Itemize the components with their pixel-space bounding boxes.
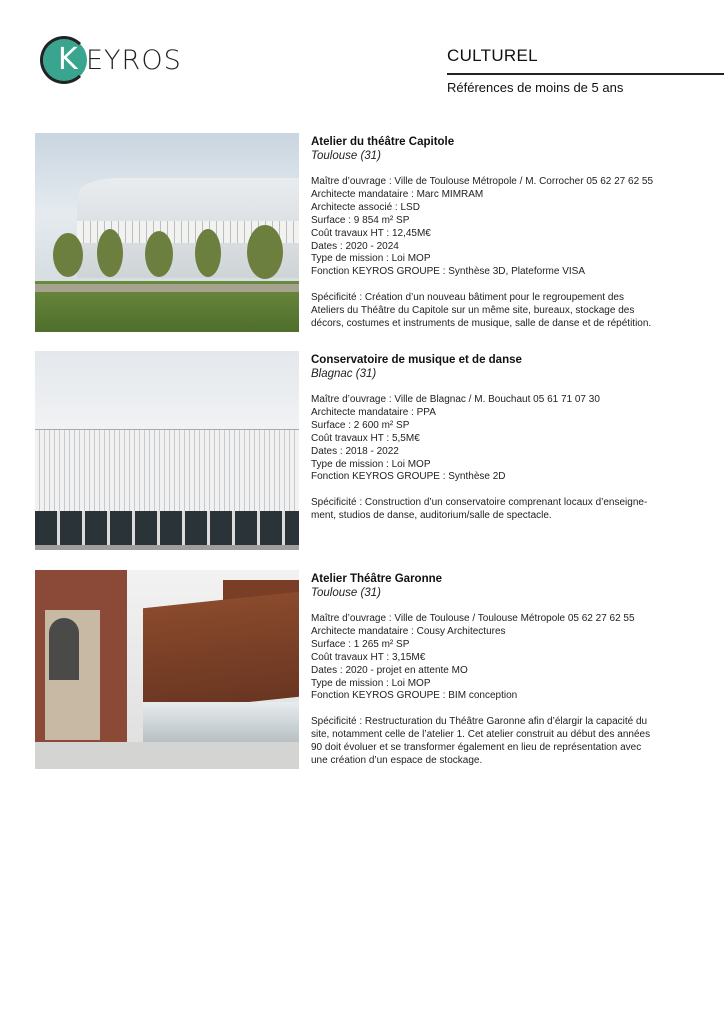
- keyros-logo: [40, 36, 182, 84]
- section-title: CULTUREL: [447, 46, 538, 65]
- project-card-capitole: [311, 135, 691, 331]
- detail-line: Surface : 2 600 m² SP: [311, 419, 410, 431]
- spec-line: une création d’un espace de stockage.: [311, 755, 483, 767]
- logo-text: EYROS: [86, 45, 182, 76]
- project-specificity: [311, 716, 691, 768]
- project-photo-conservatoire: [35, 351, 299, 550]
- detail-line: Surface : 1 265 m² SP: [311, 638, 410, 650]
- project-photo-capitole: [35, 133, 299, 332]
- detail-line: Architecte mandataire : Marc MIMRAM: [311, 188, 484, 200]
- detail-line: Coût travaux HT : 3,15M€: [311, 651, 426, 663]
- project-title: Conservatoire de musique et de danse: [311, 354, 522, 366]
- detail-line: Coût travaux HT : 12,45M€: [311, 227, 431, 239]
- detail-line: Architecte mandataire : PPA: [311, 406, 436, 418]
- detail-line: Maître d’ouvrage : Ville de Toulouse / Toulouse Métropole 05 62 27 62 55: [311, 613, 635, 624]
- project-details: [311, 394, 691, 484]
- spec-line: Ateliers du Théâtre du Capitole sur un même site, bureaux, stockage des: [311, 305, 635, 317]
- project-details: [311, 176, 691, 279]
- detail-line: Maître d’ouvrage : Ville de Toulouse Métropole / M. Corrocher 05 62 27 62 55: [311, 176, 654, 187]
- project-title: Atelier du théâtre Capitole: [311, 136, 455, 148]
- detail-line: Fonction KEYROS GROUPE : BIM conception: [311, 690, 518, 702]
- detail-line: Type de mission : Loi MOP: [311, 677, 431, 689]
- spec-line: décors, costumes et instruments de musique, salle de danse et de répétition.: [311, 318, 652, 330]
- spec-line: 90 doit évoluer et se transformer également en lieu de représentation avec: [311, 742, 642, 754]
- detail-line: Architecte mandataire : Cousy Architectures: [311, 625, 506, 637]
- detail-line: Dates : 2018 - 2022: [311, 445, 399, 457]
- detail-line: Coût travaux HT : 5,5M€: [311, 432, 420, 444]
- project-card-conservatoire: [311, 353, 691, 523]
- spec-line: Spécificité : Création d’un nouveau bâtiment pour le regroupement des: [311, 292, 624, 304]
- spec-line: Spécificité : Construction d’un conservatoire comprenant locaux d’enseigne-: [311, 497, 648, 509]
- project-photo-garonne: [35, 570, 299, 769]
- project-title: Atelier Théâtre Garonne: [311, 573, 443, 585]
- logo-letter: K: [58, 42, 78, 77]
- spec-line: site, notamment celle de l’atelier 1. Cet atelier construit au début des années: [311, 729, 651, 741]
- detail-line: Fonction KEYROS GROUPE : Synthèse 2D: [311, 471, 506, 483]
- section-subtitle: Références de moins de 5 ans: [447, 80, 624, 95]
- detail-line: Architecte associé : LSD: [311, 201, 420, 213]
- project-details: [311, 613, 691, 703]
- project-specificity: [311, 497, 691, 523]
- detail-line: Surface : 9 854 m² SP: [311, 214, 410, 226]
- project-city: Toulouse (31): [311, 587, 381, 599]
- detail-line: Fonction KEYROS GROUPE : Synthèse 3D, Plateforme VISA: [311, 266, 585, 278]
- detail-line: Type de mission : Loi MOP: [311, 458, 431, 470]
- detail-line: Type de mission : Loi MOP: [311, 253, 431, 265]
- detail-line: Maître d’ouvrage : Ville de Blagnac / M. Bouchaut 05 61 71 07 30: [311, 394, 600, 405]
- spec-line: ment, studios de danse, auditorium/salle de spectacle.: [311, 510, 552, 522]
- detail-line: Dates : 2020 - 2024: [311, 240, 399, 252]
- header-divider: [447, 73, 724, 75]
- project-city: Toulouse (31): [311, 150, 381, 162]
- project-specificity: [311, 292, 691, 331]
- spec-line: Spécificité : Restructuration du Théâtre Garonne afin d’élargir la capacité du: [311, 716, 648, 728]
- detail-line: Dates : 2020 - projet en attente MO: [311, 664, 468, 676]
- project-city: Blagnac (31): [311, 368, 377, 380]
- project-card-garonne: [311, 572, 691, 768]
